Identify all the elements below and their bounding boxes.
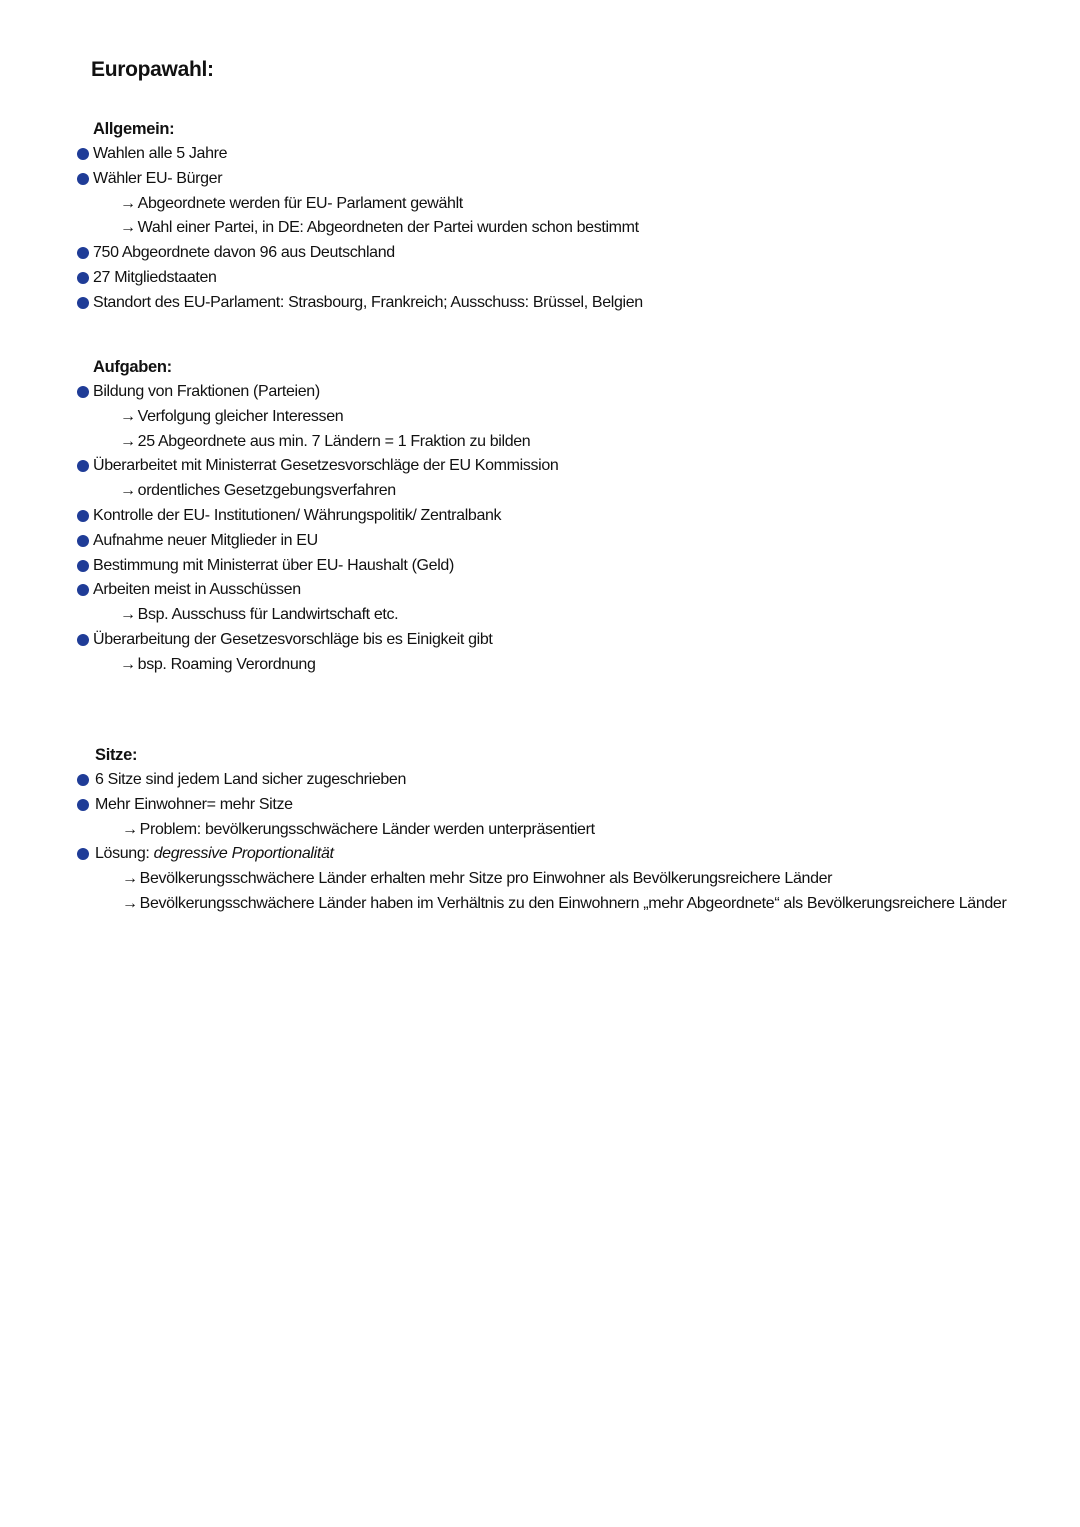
list-item-text: 750 Abgeordnete davon 96 aus Deutschland [93,244,395,262]
sub-list-item-text: Problem: bevölkerungsschwächere Länder werden unterpräsentiert [139,820,595,838]
sub-list-item-text: Abgeordnete werden für EU- Parlament gewählt [137,194,463,212]
list-item-text: Kontrolle der EU- Institutionen/ Währungspolitik/ Zentralbank [93,506,502,524]
list-item-text-prefix: Lösung: [95,845,154,863]
page-title: Europawahl: [91,58,214,81]
bullet-dot-icon [77,848,89,860]
list-item-text: Überarbeitung der Gesetzesvorschläge bis es Einigkeit gibt [93,630,493,648]
sub-list-item [76,818,1066,843]
list-item-text: 6 Sitze sind jedem Land sicher zugeschrieben [95,771,407,788]
sub-list-item [76,430,1066,455]
arrow-right-icon: → [120,407,136,425]
sub-list-item-text: Bsp. Ausschuss für Landwirtschaft etc. [137,606,399,624]
sub-list-item [76,216,1066,241]
sub-list-item [76,892,1066,917]
list-item-text: Bildung von Fraktionen (Parteien) [93,383,320,400]
list-item [76,142,1066,167]
section-aufgaben [76,355,1066,678]
list-item [76,628,1066,653]
section-heading-allgemein: Allgemein: [93,120,175,138]
list-item [76,266,1066,291]
arrow-right-icon: → [122,894,138,912]
arrow-right-icon: → [120,606,136,624]
list-item-text: Aufnahme neuer Mitglieder in EU [93,531,318,549]
sub-list-item-text: Bevölkerungsschwächere Länder haben im Verhältnis zu den Einwohnern „mehr Abgeordnete“ als Bevölkerungsreichere Länder [139,894,1007,912]
list-item-text: Überarbeitet mit Ministerrat Gesetzesvorschläge der EU Kommission [93,457,559,475]
list-item-text-italic: degressive Proportionalität [153,845,334,863]
sub-list-item-text: 25 Abgeordnete aus min. 7 Ländern = 1 Fraktion zu bilden [137,432,531,450]
bullet-dot-icon [77,386,89,398]
list-item [76,842,1066,867]
sub-list-item [76,192,1066,217]
bullet-dot-icon [77,799,89,811]
sub-list-item-text: Bevölkerungsschwächere Länder erhalten mehr Sitze pro Einwohner als Bevölkerungsreichere Länder [139,870,833,888]
arrow-right-icon: → [122,820,138,838]
bullet-dot-icon [77,560,89,572]
section-sitze [76,743,1066,917]
arrow-right-icon: → [120,432,136,450]
section-allgemein [76,117,1066,316]
section-heading-sitze: Sitze: [95,746,138,764]
list-item [76,578,1066,603]
arrow-right-icon: → [120,655,136,673]
bullet-dot-icon [77,535,89,547]
list-item [76,380,1066,405]
list-item-text: Bestimmung mit Ministerrat über EU- Haushalt (Geld) [93,556,454,574]
list-item [76,529,1066,554]
list-item [76,554,1066,579]
list-item-text: Arbeiten meist in Ausschüssen [93,581,301,599]
bullet-dot-icon [77,247,89,259]
list-item [76,454,1066,479]
bullet-dot-icon [77,173,89,185]
arrow-right-icon: → [120,482,136,500]
bullet-dot-icon [77,297,89,309]
sub-list-item-text: ordentliches Gesetzgebungsverfahren [137,482,396,500]
list-item-text: 27 Mitgliedstaaten [93,268,217,286]
list-item-text: Mehr Einwohner= mehr Sitze [95,795,293,813]
arrow-right-icon: → [120,194,136,212]
sub-list-item [76,405,1066,430]
list-item-text: Standort des EU-Parlament: Strasbourg, Frankreich; Ausschuss: Brüssel, Belgien [93,293,643,311]
list-item-text: Wahlen alle 5 Jahre [93,145,228,162]
sub-list-item [76,479,1066,504]
sub-list-item [76,867,1066,892]
list-item-text: Wähler EU- Bürger [93,169,223,187]
arrow-right-icon: → [122,870,138,888]
bullet-dot-icon [77,634,89,646]
sub-list-item [76,603,1066,628]
bullet-dot-icon [77,272,89,284]
list-item [76,768,1066,793]
bullet-dot-icon [77,510,89,522]
sub-list-item-text: Verfolgung gleicher Interessen [137,407,344,425]
sub-list-item-text: Wahl einer Partei, in DE: Abgeordneten der Partei wurden schon bestimmt [137,219,639,237]
list-item [76,167,1066,192]
bullet-dot-icon [77,774,89,786]
bullet-dot-icon [77,460,89,472]
list-item [76,504,1066,529]
bullet-dot-icon [77,148,89,160]
list-item [76,793,1066,818]
sub-list-item [76,653,1066,678]
sub-list-item-text: bsp. Roaming Verordnung [137,655,316,673]
list-item [76,291,1066,316]
arrow-right-icon: → [120,219,136,237]
list-item [76,241,1066,266]
section-heading-aufgaben: Aufgaben: [93,358,172,376]
bullet-dot-icon [77,584,89,596]
